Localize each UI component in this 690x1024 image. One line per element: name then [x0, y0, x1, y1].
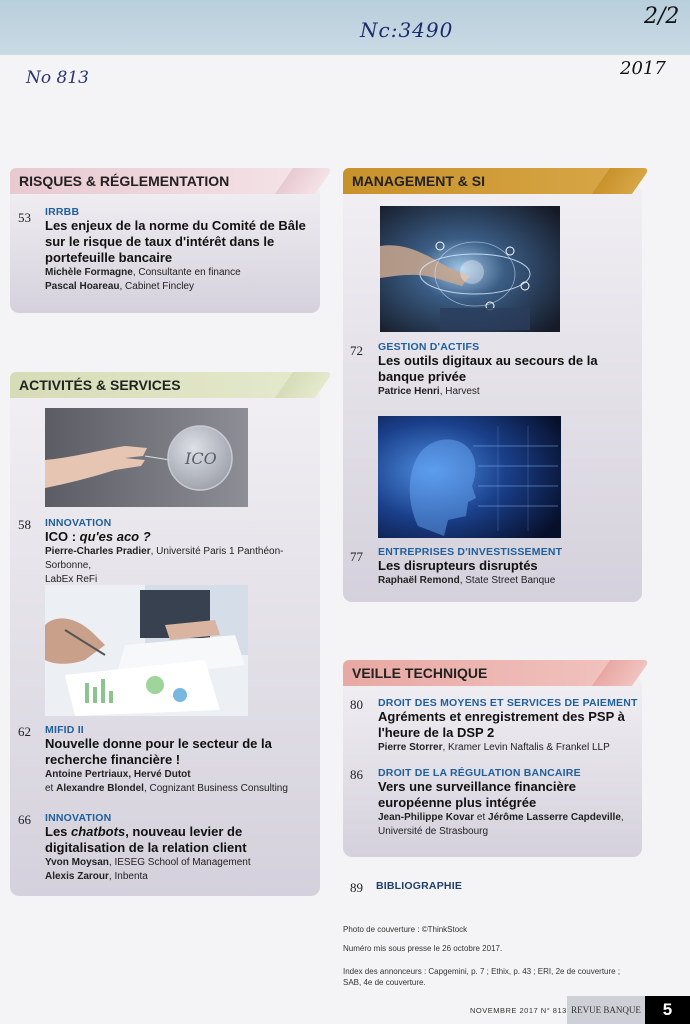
article-title: Les disrupteurs disruptés: [378, 558, 538, 573]
article-title: Les outils digitaux au secours de la banque privée: [378, 353, 598, 384]
toc-entry-72[interactable]: [378, 341, 638, 399]
page-number: 80: [350, 697, 363, 712]
article-rubric: DROIT DE LA RÉGULATION BANCAIRE: [378, 767, 581, 779]
article-title: Les enjeux de la norme du Comité de Bâle sur le risque de taux d'intérêt dans le portefeuille bancaire: [45, 218, 306, 265]
toc-entry-53[interactable]: [45, 206, 315, 294]
article-author: Raphaël Remond, State Street Banque: [378, 575, 556, 586]
page-number: 58: [18, 517, 31, 532]
article-title: Vers une surveillance financière européenne plus intégrée: [378, 779, 576, 810]
article-author: Yvon Moysan, IESEG School of Management: [45, 857, 251, 868]
top-color-band: [0, 0, 690, 55]
toc-entry-66[interactable]: [45, 812, 320, 884]
page-number: 77: [350, 549, 363, 564]
article-rubric: INNOVATION: [45, 812, 112, 824]
article-author: et Alexandre Blondel, Cognizant Business Consulting: [45, 783, 288, 794]
handwritten-code: Nc:3490: [360, 18, 454, 42]
section-header-activites: ACTIVITÉS & SERVICES: [10, 372, 306, 398]
toc-entry-62[interactable]: [45, 724, 317, 796]
article-author: Jean-Philippe Kovar et Jérôme Lasserre Capdeville,: [378, 812, 624, 823]
footer-brand: REVUE BANQUE: [567, 996, 645, 1024]
section-header-veille: VEILLE TECHNIQUE: [343, 660, 623, 686]
article-rubric: MIFID II: [45, 724, 84, 736]
article-author-affiliation: Université de Strasbourg: [378, 826, 489, 837]
article-title: Agréments et enregistrement des PSP à l'heure de la DSP 2: [378, 709, 625, 740]
article-author: Patrice Henri, Harvest: [378, 386, 480, 397]
digital-head-image: [378, 416, 561, 538]
footer-date: NOVEMBRE 2017 N° 813: [470, 1006, 567, 1015]
digital-hand-image: [380, 206, 560, 332]
article-rubric: INNOVATION: [45, 517, 112, 529]
ico-bubble-image: [45, 408, 248, 507]
page-number: 66: [18, 812, 31, 827]
article-rubric: ENTREPRISES D'INVESTISSEMENT: [378, 546, 563, 558]
advertisers-index: Index des annonceurs : Capgemini, p. 7 ; Ethix, p. 43 ; ERI, 2e de couverture ; SAB, 4e de couverture.: [343, 967, 621, 987]
page-number: 72: [350, 343, 363, 358]
ico-bubble-label: ICO: [185, 449, 217, 468]
page-number: 86: [350, 767, 363, 782]
article-author: Michèle Formagne, Consultante en finance: [45, 267, 241, 278]
toc-entry-89[interactable]: [376, 880, 462, 892]
handwritten-issue-number: No 813: [26, 68, 89, 88]
article-rubric: GESTION D'ACTIFS: [378, 341, 480, 353]
article-rubric: IRRBB: [45, 206, 80, 218]
page-number: 53: [18, 210, 31, 225]
section-header-management: MANAGEMENT & SI: [343, 168, 623, 194]
page-number: 62: [18, 724, 31, 739]
article-title: Les chatbots, nouveau levier de digitalisation de la relation client: [45, 824, 247, 855]
article-author: Alexis Zarour, Inbenta: [45, 871, 148, 882]
footer-page-number: 5: [645, 996, 690, 1024]
article-author: Antoine Pertriaux, Hervé Dutot: [45, 769, 191, 780]
toc-entry-58[interactable]: [45, 517, 317, 587]
article-rubric: DROIT DES MOYENS ET SERVICES DE PAIEMENT: [378, 697, 638, 709]
article-author: Pierre Storrer, Kramer Levin Naftalis & Frankel LLP: [378, 742, 610, 753]
cover-credit: Photo de couverture : ©ThinkStock: [343, 925, 468, 934]
press-date: Numéro mis sous presse le 26 octobre 2017.: [343, 944, 503, 953]
toc-entry-86[interactable]: [378, 767, 640, 839]
toc-entry-77[interactable]: [378, 546, 638, 588]
article-author: Pierre-Charles Pradier, Université Paris 1 Panthéon-Sorbonne,: [45, 546, 284, 571]
article-title: Nouvelle donne pour le secteur de la recherche financière !: [45, 736, 272, 767]
handwritten-page-count: 2/2: [644, 4, 680, 29]
handwritten-year: 2017: [620, 58, 666, 79]
finance-desk-image: [45, 585, 248, 716]
section-header-risques: RISQUES & RÉGLEMENTATION: [10, 168, 306, 194]
toc-entry-80[interactable]: [378, 697, 640, 755]
article-author-affiliation: LabEx ReFi: [45, 574, 98, 585]
page-number: 89: [350, 880, 363, 895]
article-title: BIBLIOGRAPHIE: [376, 880, 463, 892]
article-author: Pascal Hoareau, Cabinet Fincley: [45, 281, 194, 292]
article-title: ICO : qu'es aco ?: [45, 529, 151, 544]
